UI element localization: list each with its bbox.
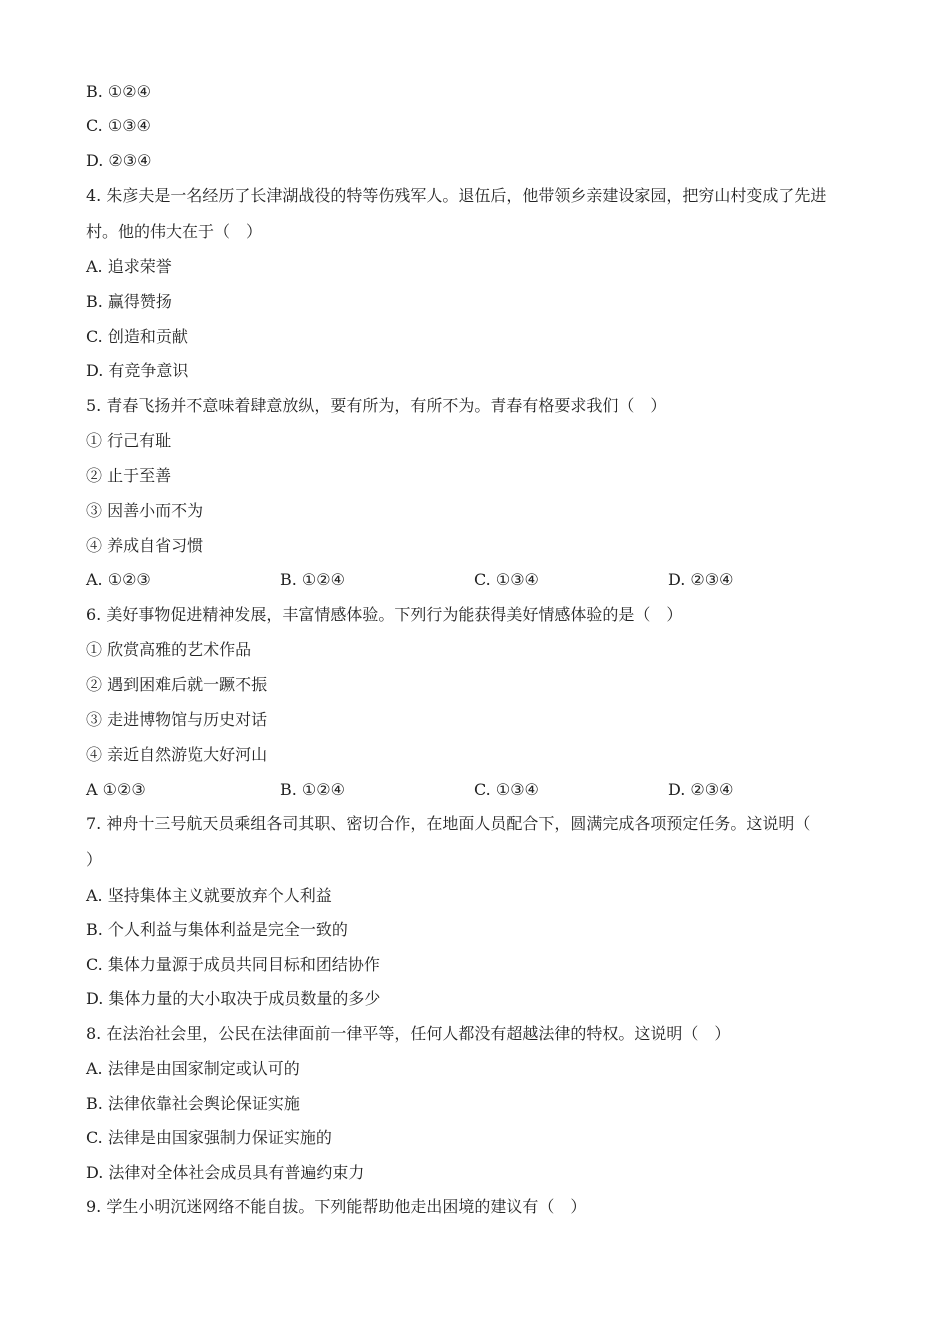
q7-stem-line1: 7. 神舟十三号航天员乘组各司其职、密切合作，在地面人员配合下，圆满完成各项预定任务。这说明（	[86, 814, 811, 833]
q5-option-c: C. ①③④	[474, 570, 539, 589]
q4-option-b: B. 赢得赞扬	[86, 292, 172, 311]
q4-option-c: C. 创造和贡献	[86, 327, 188, 346]
q7-stem-line2: ）	[86, 850, 103, 869]
q6-option-d: D. ②③④	[668, 780, 734, 799]
q6-option-c: C. ①③④	[474, 780, 539, 799]
q6-option-b: B. ①②④	[280, 780, 345, 799]
q4-option-a: A. 追求荣誉	[86, 257, 172, 276]
q9-stem: 9. 学生小明沉迷网络不能自拔。下列能帮助他走出困境的建议有（ ）	[86, 1197, 587, 1216]
q6-options-row	[86, 780, 806, 800]
q7-option-d: D. 集体力量的大小取决于成员数量的多少	[86, 989, 381, 1008]
q5-options-row	[86, 570, 806, 590]
q5-item-1: ① 行己有耻	[86, 431, 172, 450]
q6-item-1: ① 欣赏高雅的艺术作品	[86, 640, 252, 659]
q5-item-2: ② 止于至善	[86, 466, 172, 485]
q4-stem-line1: 4. 朱彦夫是一名经历了长津湖战役的特等伤残军人。退伍后，他带领乡亲建设家园，把穷山村变成了先进	[86, 186, 827, 205]
q3-option-c: C. ①③④	[86, 116, 151, 135]
q3-option-d: D. ②③④	[86, 151, 152, 170]
q5-option-b: B. ①②④	[280, 570, 345, 589]
q5-item-4: ④ 养成自省习惯	[86, 536, 204, 555]
q5-option-d: D. ②③④	[668, 570, 734, 589]
q6-option-a: A ①②③	[86, 780, 146, 799]
q7-option-c: C. 集体力量源于成员共同目标和团结协作	[86, 955, 380, 974]
q8-option-a: A. 法律是由国家制定或认可的	[86, 1059, 300, 1078]
q8-option-c: C. 法律是由国家强制力保证实施的	[86, 1128, 332, 1147]
q3-option-b: B. ①②④	[86, 82, 151, 101]
q5-option-a: A. ①②③	[86, 570, 151, 589]
q8-option-d: D. 法律对全体社会成员具有普遍约束力	[86, 1163, 365, 1182]
q5-stem: 5. 青春飞扬并不意味着肆意放纵，要有所为，有所不为。青春有格要求我们（ ）	[86, 396, 667, 415]
q8-option-b: B. 法律依靠社会舆论保证实施	[86, 1094, 300, 1113]
q5-item-3: ③ 因善小而不为	[86, 501, 204, 520]
q8-stem: 8. 在法治社会里，公民在法律面前一律平等，任何人都没有超越法律的特权。这说明（ ）	[86, 1024, 731, 1043]
q6-item-2: ② 遇到困难后就一蹶不振	[86, 675, 268, 694]
q4-option-d: D. 有竞争意识	[86, 361, 189, 380]
q4-stem-line2: 村。他的伟大在于（ ）	[86, 222, 263, 241]
q6-item-4: ④ 亲近自然游览大好河山	[86, 745, 268, 764]
q7-option-a: A. 坚持集体主义就要放弃个人利益	[86, 886, 332, 905]
q7-option-b: B. 个人利益与集体利益是完全一致的	[86, 920, 348, 939]
q6-stem: 6. 美好事物促进精神发展，丰富情感体验。下列行为能获得美好情感体验的是（ ）	[86, 605, 683, 624]
q6-item-3: ③ 走进博物馆与历史对话	[86, 710, 268, 729]
